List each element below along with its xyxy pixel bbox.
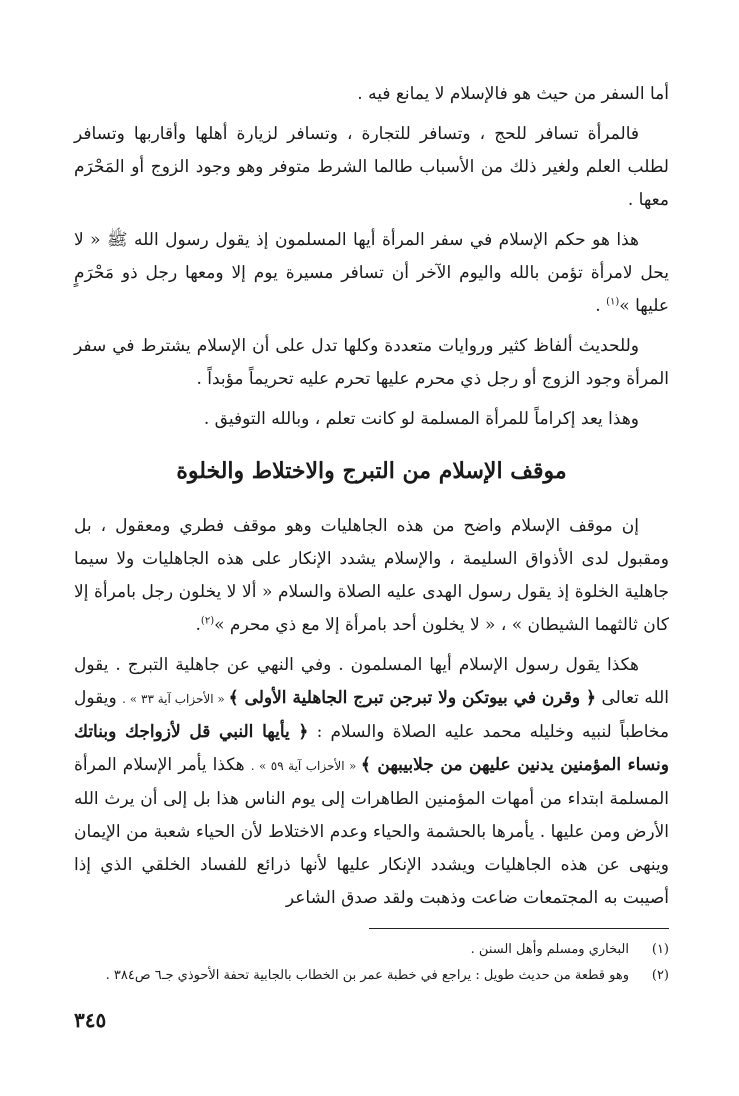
footnote-2 — [74, 963, 669, 989]
quran-verse-1: ﴿ وقرن في بيوتكن ولا تبرجن تبرج الجاهلية الأولى ﴾ — [228, 688, 597, 708]
verse-reference-2: « الأحزاب آية ٥٩ » . — [250, 759, 361, 773]
footnote-1 — [74, 937, 669, 963]
paragraph-3 — [74, 224, 669, 323]
paragraph-3-text: هذا هو حكم الإسلام في سفر المرأة أيها المسلمون إذ يقول رسول الله ﷺ « لا يحل لامرأة تؤمن بالله واليوم الآخر أن تسافر مسيرة يوم إلا ومعها رجل ذو مَحْرَمٍ عليها » — [74, 230, 669, 316]
paragraph-6-text: إن موقف الإسلام واضح من هذه الجاهليات وهو موقف فطري ومعقول ، بل ومقبول لدى الأذواق السليمة ، والإسلام يشدد الإنكار على هذه الجاهليات ولا سيما جاهلية الخلوة إذ يقول رسول الهدى عليه الصلاة والسلام « ألا لا يخلون رجل بامرأة إلا كان ثالثهما الشيطان » ، « لا يخلون أحد بامرأة إلا مع ذي محرم » — [74, 516, 669, 635]
paragraph-7-c: هكذا يأمر الإسلام المرأة المسلمة ابتداء من أمهات المؤمنين الطاهرات إلى يوم الناس هذا بل إلى أن يرث الله الأرض ومن عليها . يأمرها بالحشمة والحياء وعدم الاختلاط لأن الحياء شعبة من الإيمان وينهى عن هذه الجاهليات ويشدد الإنكار عليها لأنها ذرائع للفساد الخلقي الذي إذا أصيبت به المجتمعات ضاعت وذهبت ولقد صدق الشاعر — [74, 755, 669, 908]
paragraph-4: وللحديث ألفاظ كثير وروايات متعددة وكلها تدل على أن الإسلام يشترط في سفر المرأة وجود الزوج أو رجل ذي محرم عليها تحرم عليه تحريماً مؤبداً . — [74, 336, 669, 389]
quran-verse-2: ﴿ يأيها النبي قل لأزواجك وبناتك ونساء المؤمنين يدنين عليهن من جلابيبهن ﴾ — [74, 722, 669, 775]
paragraph-6-end: . — [195, 615, 201, 635]
footnote-1-text: البخاري ومسلم وأهل السنن . — [470, 942, 629, 957]
footnote-marker-2: (٢) — [200, 615, 215, 627]
footnote-marker-1: (١) — [606, 296, 620, 308]
paragraph-5: وهذا يعد إكراماً للمرأة المسلمة لو كانت تعلم ، وبالله التوفيق . — [203, 409, 639, 429]
paragraph-7-a: هكذا يقول رسول الإسلام أيها المسلمون . وفي النهي عن جاهلية التبرج . يقول الله تعالى — [74, 655, 670, 708]
footnote-2-text: وهو قطعة من حديث طويل : يراجع في خطبة عمر بن الخطاب بالجابية تحفة الأحوذي جـ٦ ص٣٨٤ . — [105, 968, 629, 983]
section-heading: موقف الإسلام من التبرج والاختلاط والخلوة — [176, 458, 567, 484]
verse-reference-1: « الأحزاب آية ٣٣ » . — [122, 692, 229, 706]
paragraph-2: فالمرأة تسافر للحج ، وتسافر للتجارة ، وتسافر لزيارة أهلها وأقاربها وتسافر لطلب العلم ولغير ذلك من الأسباب طالما الشرط متوفر وهو وجود الزوج أو المَحْرَم معها . — [74, 124, 669, 210]
paragraph-3-end: . — [595, 296, 607, 316]
footnote-1-number: (١) — [651, 942, 669, 957]
paragraph-7-b: ويقول مخاطباً لنبيه وخليله محمد عليه الصلاة والسلام : — [74, 688, 670, 742]
page-number: ٣٤٥ — [74, 1008, 107, 1032]
footnote-2-number: (٢) — [651, 968, 669, 983]
footnotes — [74, 937, 669, 989]
body-text — [74, 78, 669, 922]
paragraph-6 — [74, 510, 669, 642]
paragraph-7 — [74, 649, 669, 915]
footnote-divider — [369, 928, 669, 929]
paragraph-1: أما السفر من حيث هو فالإسلام لا يمانع فيه . — [357, 84, 669, 104]
